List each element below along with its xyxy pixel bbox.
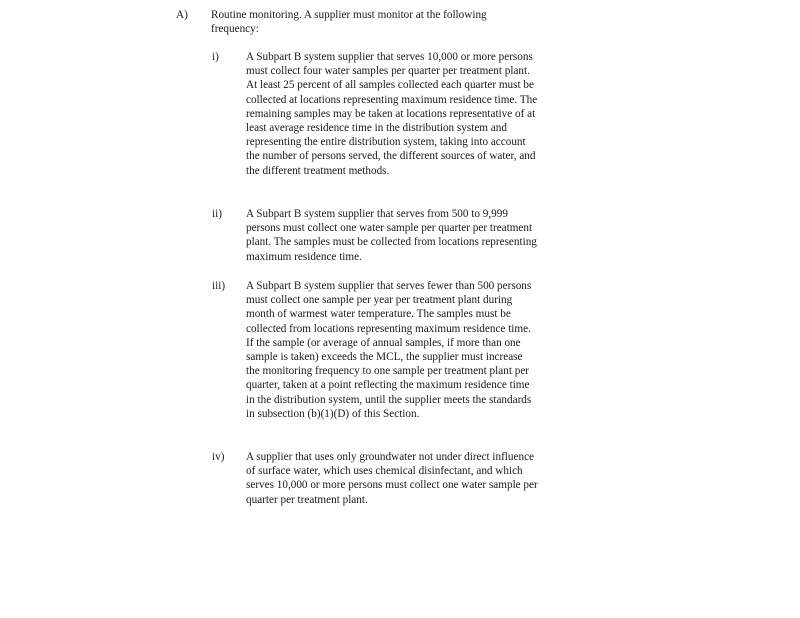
list-item-label: iii) — [212, 280, 226, 292]
list-item-label: i) — [212, 51, 219, 63]
list-item-text: A Subpart B system supplier that serves from 500 to 9,999 persons must collect one water sample per quarter per treatment plant. The samples must be collected from locations representing maximum residence time. — [246, 208, 537, 263]
list-item-text: A supplier that uses only groundwater not under direct influence of surface water, which uses chemical disinfectant, and which serves 10,000 or more persons must collect one water sample per quarter per treatment plant. — [246, 451, 538, 506]
list-item-label: ii) — [212, 208, 222, 220]
subsection-label: A) — [176, 9, 188, 21]
list-item-text: A Subpart B system supplier that serves 10,000 or more persons must collect four water samples per quarter per treatment plant. At least 25 percent of all samples collected each quarter must be collected at locations representing maximum residence time. The remaining samples may be taken at locations representative of at least average residence time in the distribution system and representing the entire distribution system, taking into account the number of persons served, the different sources of water, and the different treatment methods. — [246, 51, 538, 177]
subsection-a-heading — [176, 8, 556, 36]
list-item-label: iv) — [212, 451, 225, 463]
subsection-a — [176, 8, 556, 36]
list-item-text: A Subpart B system supplier that serves fewer than 500 persons must collect one sample per year per treatment plant during month of warmest water temperature. The samples must be collected from locations representing maximum residence time. If the sample (or average of annual samples, if more than one sample is taken) exceeds the MCL, the supplier must increase the monitoring frequency to one sample per treatment plant per quarter, taken at a point reflecting the maximum residence time in the distribution system, until the supplier meets the standards in subsection (b)(1)(D) of this Section. — [246, 280, 532, 420]
subsection-text: Routine monitoring. A supplier must monitor at the following frequency: — [211, 9, 487, 36]
